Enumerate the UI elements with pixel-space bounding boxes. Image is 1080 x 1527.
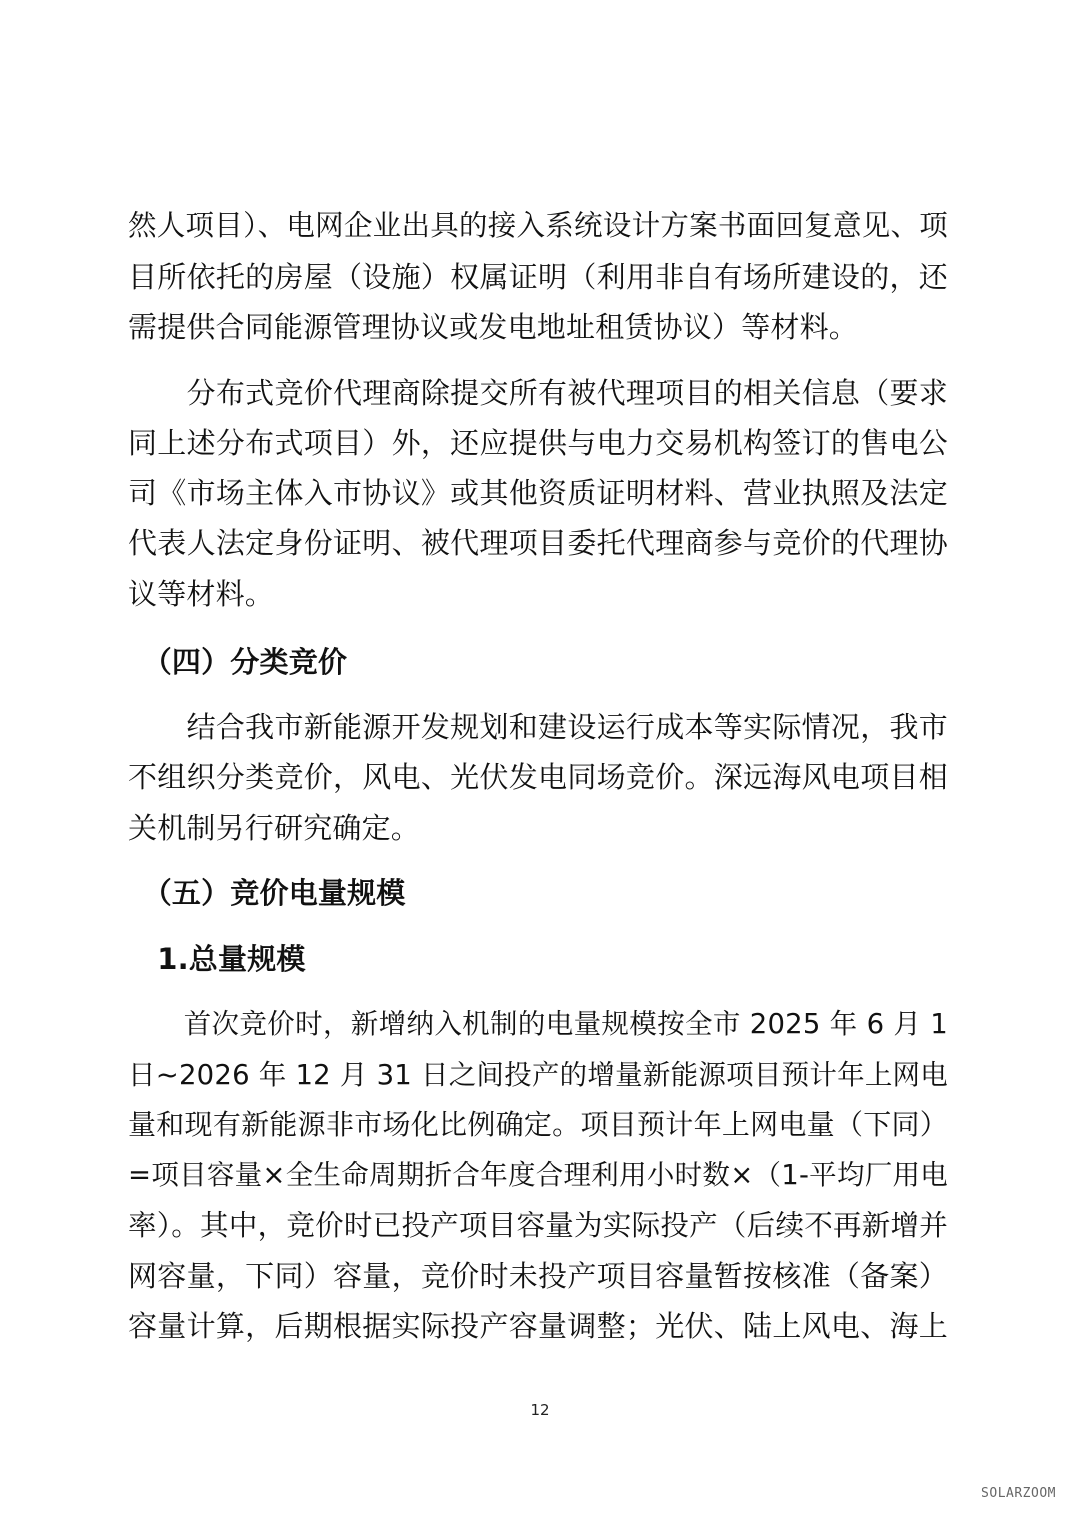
text-line: 同上述分布式项目）外，还应提供与电力交易机构签订的售电公 — [128, 426, 948, 460]
page-number: 12 — [530, 1401, 550, 1419]
text-line: 议等材料。 — [128, 577, 275, 611]
watermark: SOLARZOOM — [981, 1486, 1056, 1501]
text-line: 结合我市新能源开发规划和建设运行成本等实际情况，我市 — [128, 710, 948, 744]
text-line: 司《市场主体入市协议》或其他资质证明材料、营业执照及法定 — [128, 476, 948, 510]
subsection-heading: 1.总量规模 — [128, 942, 306, 976]
text-line: 分布式竞价代理商除提交所有被代理项目的相关信息（要求 — [128, 376, 948, 410]
text-line: 然人项目）、电网企业出具的接入系统设计方案书面回复意见、项 — [128, 209, 948, 242]
section-heading: （五）竞价电量规模 — [128, 876, 406, 910]
text-line: 率）。其中，竞价时已投产项目容量为实际投产（后续不再新增并 — [128, 1209, 948, 1242]
text-line: 网容量，下同）容量，竞价时未投产项目容量暂按核准（备案） — [128, 1259, 948, 1293]
text-line: 关机制另行研究确定。 — [128, 811, 421, 845]
text-line: =项目容量×全生命周期折合年度合理利用小时数×（1-平均厂用电 — [128, 1159, 948, 1191]
text-line: 目所依托的房屋（设施）权属证明（利用非自有场所建设的，还 — [128, 260, 948, 294]
text-line: 日~2026 年 12 月 31 日之间投产的增量新能源项目预计年上网电 — [128, 1059, 948, 1091]
text-line: 量和现有新能源非市场化比例确定。项目预计年上网电量（下同） — [128, 1108, 948, 1141]
text-line: 容量计算，后期根据实际投产容量调整；光伏、陆上风电、海上 — [128, 1309, 948, 1343]
text-line: 首次竞价时，新增纳入机制的电量规模按全市 2025 年 6 月 1 — [128, 1008, 948, 1040]
text-line: 代表人法定身份证明、被代理项目委托代理商参与竞价的代理协 — [128, 526, 948, 560]
text-line: 不组织分类竞价，风电、光伏发电同场竞价。深远海风电项目相 — [128, 760, 948, 794]
section-heading: （四）分类竞价 — [128, 645, 348, 679]
text-line: 需提供合同能源管理协议或发电地址租赁协议）等材料。 — [128, 310, 859, 344]
